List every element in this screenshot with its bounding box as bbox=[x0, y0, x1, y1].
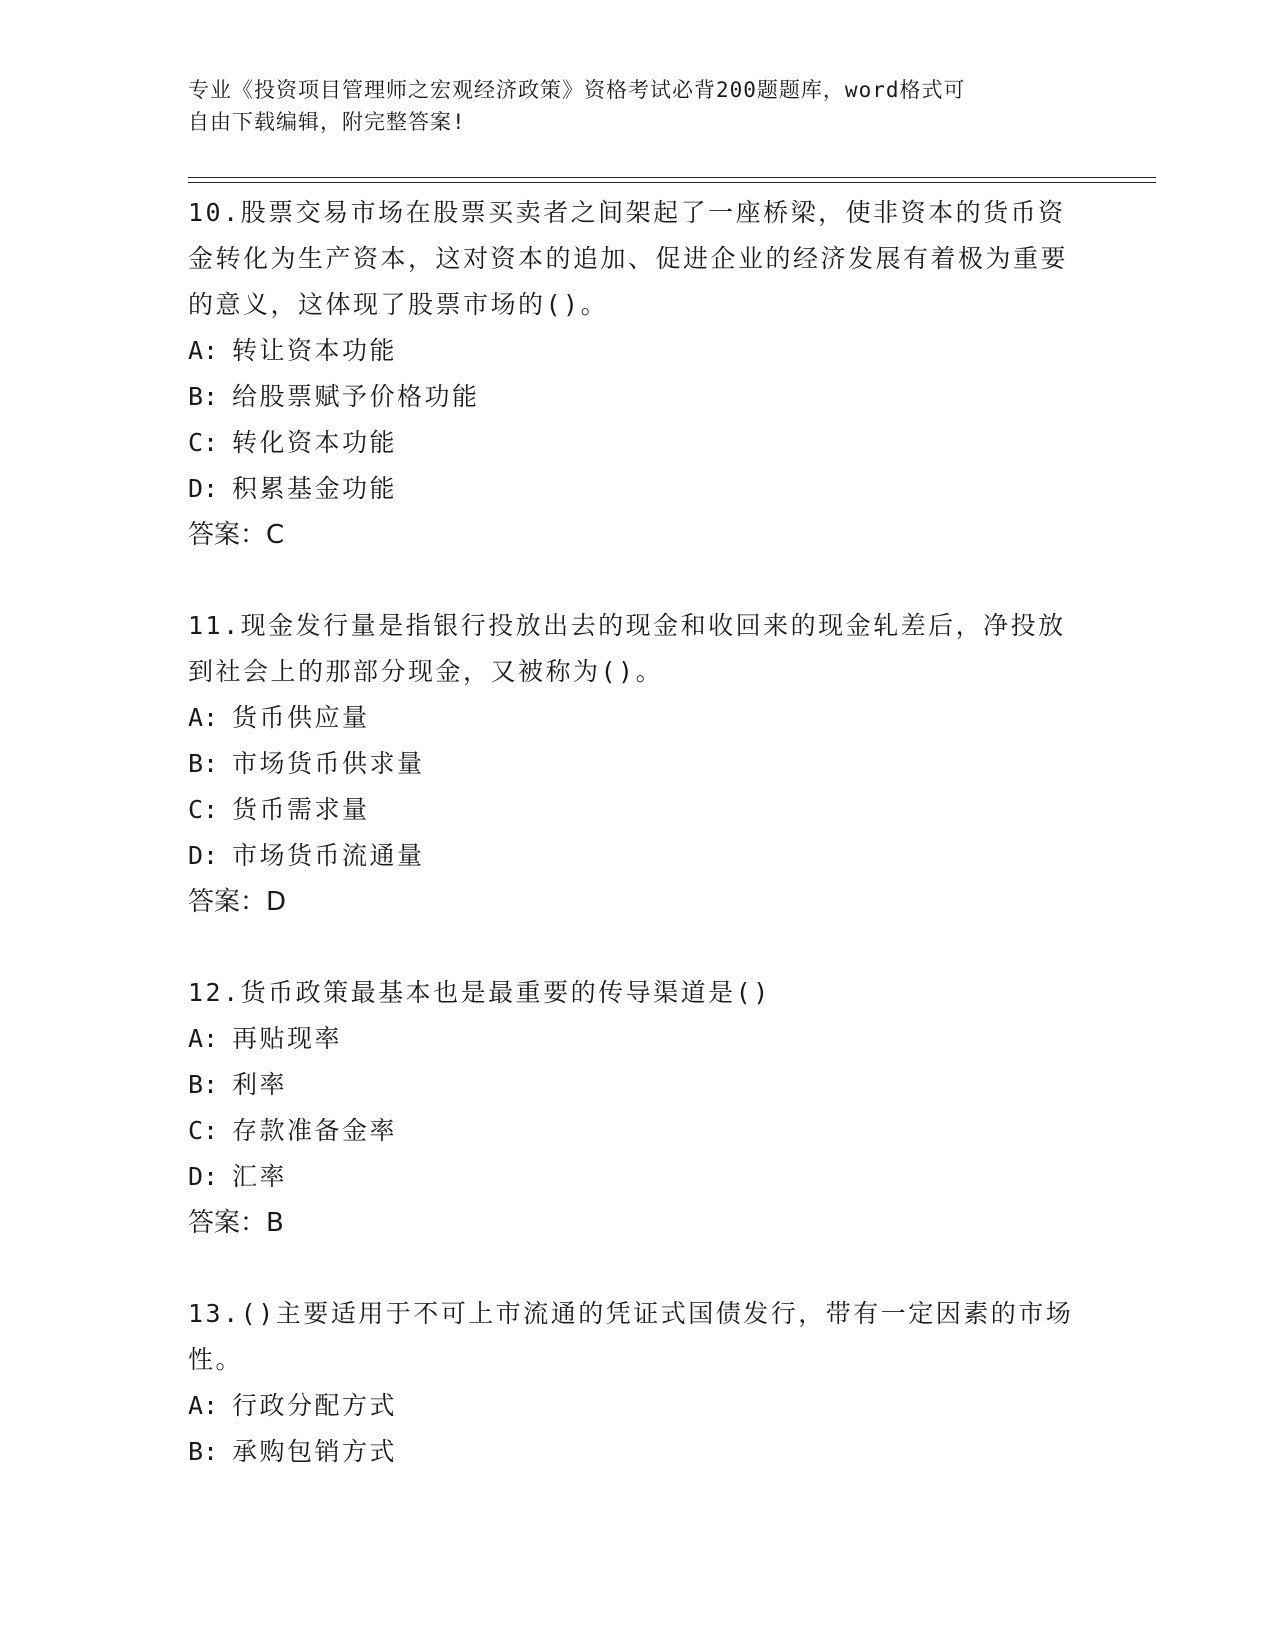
option-letter: C: bbox=[188, 1116, 219, 1145]
option-letter: B: bbox=[188, 749, 219, 778]
option-b bbox=[188, 374, 1088, 420]
option-c bbox=[188, 1108, 1088, 1154]
option-text: 承购包销方式 bbox=[232, 1437, 398, 1466]
option-text: 积累基金功能 bbox=[232, 474, 398, 503]
option-text: 市场货币供求量 bbox=[232, 749, 425, 778]
option-text: 汇率 bbox=[232, 1162, 288, 1191]
option-b bbox=[188, 741, 1088, 787]
option-text: 给股票赋予价格功能 bbox=[232, 382, 480, 411]
option-text: 市场货币流通量 bbox=[232, 841, 425, 870]
question-stem: 12.货币政策最基本也是最重要的传导渠道是() bbox=[188, 978, 771, 1007]
option-text: 再贴现率 bbox=[232, 1024, 343, 1053]
answer-line: 答案：C bbox=[188, 520, 285, 550]
option-a bbox=[188, 1383, 1088, 1429]
option-letter: A: bbox=[188, 1391, 219, 1420]
option-letter: C: bbox=[188, 428, 219, 457]
option-letter: A: bbox=[188, 1024, 219, 1053]
option-d bbox=[188, 466, 1088, 512]
option-c bbox=[188, 420, 1088, 466]
option-letter: D: bbox=[188, 841, 219, 870]
option-letter: A: bbox=[188, 703, 219, 732]
question-list bbox=[188, 190, 1088, 1520]
option-c bbox=[188, 787, 1088, 833]
question-11 bbox=[188, 603, 1088, 925]
option-text: 利率 bbox=[232, 1070, 288, 1099]
option-letter: A: bbox=[188, 336, 219, 365]
option-text: 转化资本功能 bbox=[232, 428, 398, 457]
option-a bbox=[188, 695, 1088, 741]
option-text: 行政分配方式 bbox=[232, 1391, 398, 1420]
question-stem: 10.股票交易市场在股票买卖者之间架起了一座桥梁，使非资本的货币资金转化为生产资本，这对资本的追加、促进企业的经济发展有着极为重要的意义，这体现了股票市场的()。 bbox=[188, 198, 1069, 319]
option-letter: B: bbox=[188, 1437, 219, 1466]
option-d bbox=[188, 833, 1088, 879]
document-header bbox=[188, 74, 1068, 138]
option-text: 转让资本功能 bbox=[232, 336, 398, 365]
answer-line: 答案：D bbox=[188, 887, 287, 917]
question-stem: 13.()主要适用于不可上市流通的凭证式国债发行，带有一定因素的市场性。 bbox=[188, 1299, 1074, 1374]
option-d bbox=[188, 1154, 1088, 1200]
option-text: 存款准备金率 bbox=[232, 1116, 398, 1145]
answer-line: 答案：B bbox=[188, 1208, 284, 1238]
question-12 bbox=[188, 970, 1088, 1246]
question-stem: 11.现金发行量是指银行投放出去的现金和收回来的现金轧差后，净投放到社会上的那部分现金，又被称为()。 bbox=[188, 611, 1066, 686]
header-divider-bottom bbox=[188, 182, 1156, 183]
option-b bbox=[188, 1062, 1088, 1108]
option-letter: C: bbox=[188, 795, 219, 824]
header-divider-top bbox=[188, 177, 1156, 178]
option-b bbox=[188, 1429, 1088, 1475]
option-letter: D: bbox=[188, 1162, 219, 1191]
option-letter: B: bbox=[188, 382, 219, 411]
option-letter: D: bbox=[188, 474, 219, 503]
option-a bbox=[188, 328, 1088, 374]
question-10 bbox=[188, 190, 1088, 558]
header-line-1: 专业《投资项目管理师之宏观经济政策》资格考试必背200题题库，word格式可 bbox=[188, 78, 966, 102]
option-text: 货币需求量 bbox=[232, 795, 370, 824]
option-letter: B: bbox=[188, 1070, 219, 1099]
question-13 bbox=[188, 1291, 1088, 1475]
option-text: 货币供应量 bbox=[232, 703, 370, 732]
option-a bbox=[188, 1016, 1088, 1062]
header-line-2: 自由下载编辑，附完整答案! bbox=[188, 110, 466, 134]
